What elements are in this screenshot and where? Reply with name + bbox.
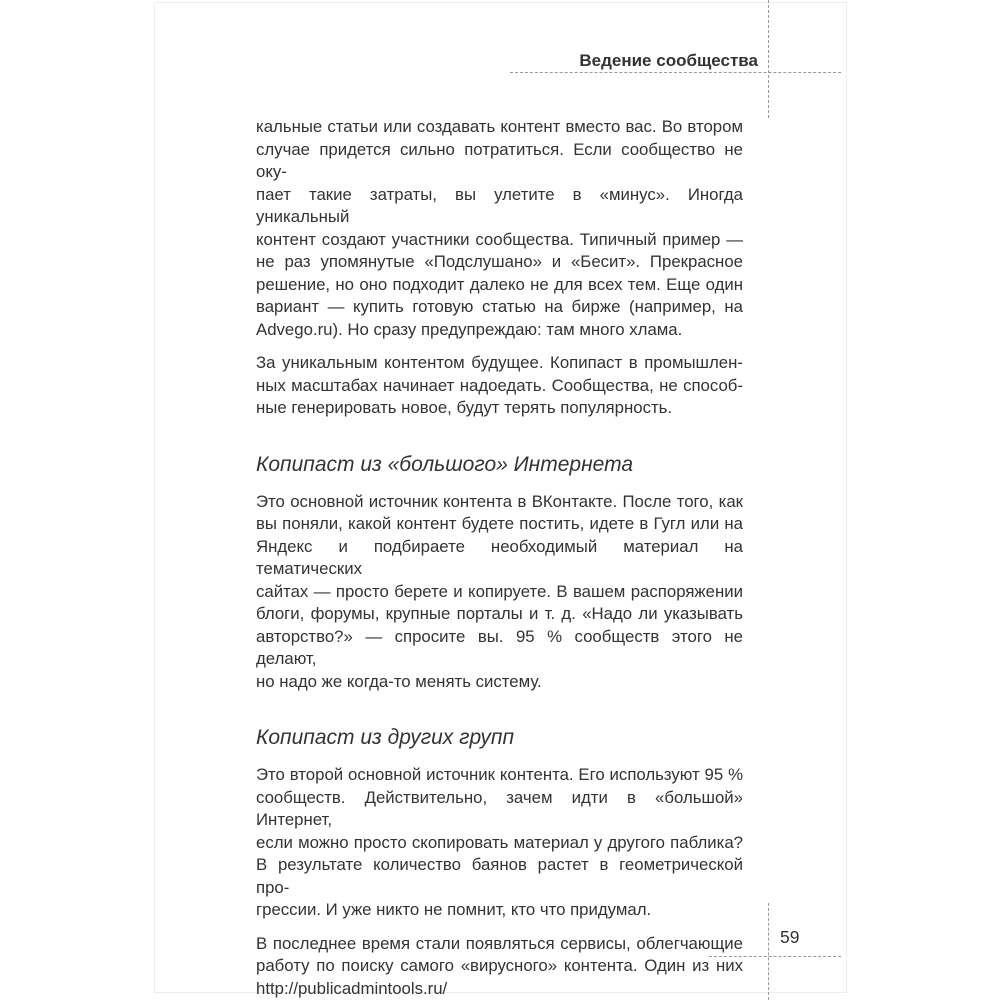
paragraph — [256, 933, 743, 1000]
paragraph-line: пает такие затраты, вы улетите в «минус». Иногда уникальный — [256, 184, 743, 226]
paragraph — [256, 352, 743, 420]
paragraph-line: http://publicadmintools.ru/ — [256, 978, 448, 998]
paragraph-line: авторство?» — спросите вы. 95 % сообществ этого не делают, — [256, 626, 743, 668]
paragraph-line: решение, но оно подходит далеко не для всех тем. Еще один — [256, 274, 743, 294]
paragraph-line: Это основной источник контента в ВКонтакте. После того, как — [256, 491, 743, 511]
paragraph-line: вариант — купить готовую статью на бирже (например, на — [256, 297, 743, 316]
paragraph-line: сообществ. Действительно, зачем идти в «большой» Интернет, — [256, 787, 743, 829]
paragraph-line: За уникальным контентом будущее. Копипаст в промышлен- — [256, 353, 743, 372]
paragraph-line: В результате количество баянов растет в геометрической про- — [256, 855, 743, 897]
paragraph-line: контент создают участники сообщества. Типичный пример — — [256, 229, 743, 249]
paragraph-line: не раз упомянутые «Подслушано» и «Бесит». Прекрасное — [256, 252, 743, 271]
paragraph-line: Яндекс и подбираете необходимый материал на тематических — [256, 536, 743, 578]
section-heading: Копипаст из других групп — [256, 726, 515, 749]
paragraph-line: кальные статьи или создавать контент вместо вас. Во втором — [256, 117, 743, 136]
paragraph-line: вы поняли, какой контент будете постить, идете в Гугл или на — [256, 514, 743, 533]
paragraph-line: сайтах — просто берете и копируете. В вашем распоряжении — [256, 581, 743, 601]
paragraph-line: работу по поиску самого «вирусного» контента. Один из них — [256, 956, 743, 975]
paragraph-line: если можно просто скопировать материал у другого паблика? — [256, 832, 743, 852]
crop-mark-top-vertical — [768, 0, 769, 118]
paragraph — [256, 116, 743, 341]
paragraph-line: ных масштабах начинает надоедать. Сообщества, не способ- — [256, 375, 743, 395]
paragraph-line: ные генерировать новое, будут терять популярность. — [256, 398, 673, 417]
paragraph — [256, 491, 743, 694]
section-heading: Копипаст из «большого» Интернета — [256, 452, 634, 476]
paragraph — [256, 764, 743, 922]
paragraph-line: Это второй основной источник контента. Его используют 95 % — [256, 765, 743, 784]
crop-mark-header-rule — [510, 72, 841, 73]
paragraph-line: Advego.ru). Но сразу предупреждаю: там много хлама. — [256, 319, 683, 339]
crop-mark-bottom-vertical — [768, 903, 769, 1000]
text-column — [256, 116, 743, 1000]
paragraph-line: В последнее время стали появляться сервисы, облегчающие — [256, 933, 743, 953]
running-header: Ведение сообщества — [579, 51, 758, 70]
paragraph-line: грессии. И уже никто не помнит, кто что придумал. — [256, 900, 652, 919]
paragraph-line: блоги, форумы, крупные порталы и т. д. «Надо ли указывать — [256, 604, 743, 623]
paragraph-line: но надо же когда-то менять систему. — [256, 671, 542, 691]
page-number: 59 — [780, 927, 800, 947]
paragraph-line: случае придется сильно потратиться. Если сообщество не оку- — [256, 139, 743, 181]
